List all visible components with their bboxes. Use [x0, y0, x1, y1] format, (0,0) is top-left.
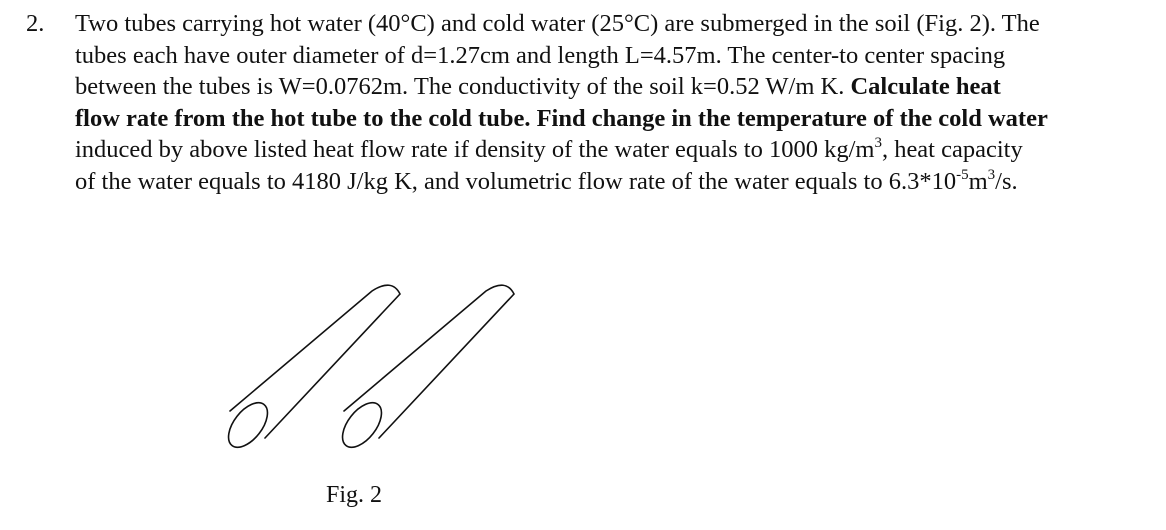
problem-line-2 — [75, 40, 1005, 72]
tubes-figure — [220, 280, 530, 455]
problem-bold-3: Calculate heat — [850, 73, 1001, 100]
problem-text-6c: /s. — [995, 167, 1018, 195]
problem-line-3 — [75, 71, 1001, 103]
problem-line-5 — [75, 134, 1023, 166]
problem-text-6b: m — [968, 167, 988, 195]
cold-tube — [335, 285, 514, 454]
tubes-diagram — [220, 280, 530, 455]
problem-line-1 — [26, 8, 1040, 40]
problem-text-6a: of the water equals to 4180 J/kg K, and volumetric flow rate of the water equals to 6.3*10 — [75, 167, 957, 195]
superscript-cubed-2: 3 — [987, 166, 996, 183]
problem-bold-4: flow rate from the hot tube to the cold tube. Find change in the temperature of the cold water — [75, 104, 1048, 132]
problem-text-5a: induced by above listed heat flow rate if density of the water equals to 1000 kg/m — [75, 136, 875, 163]
problem-text-2: tubes each have outer diameter of d=1.27cm and length L=4.57m. The center-to center spacing — [75, 41, 1006, 69]
superscript-cubed: 3 — [874, 135, 882, 151]
problem-line-4 — [75, 103, 1048, 135]
superscript-exponent: -5 — [956, 166, 969, 183]
figure-caption: Fig. 2 — [326, 482, 383, 508]
hot-tube — [221, 285, 400, 454]
problem-text-1: Two tubes carrying hot water (40°C) and cold water (25°C) are submerged in the soil (Fig. 2). The — [75, 10, 1040, 37]
problem-text-3: between the tubes is W=0.0762m. The conductivity of the soil k=0.52 W/m K. — [75, 73, 845, 100]
problem-number: 2. — [26, 10, 45, 37]
problem-text-5b: , heat capacity — [881, 136, 1023, 163]
problem-line-6 — [75, 166, 1018, 198]
